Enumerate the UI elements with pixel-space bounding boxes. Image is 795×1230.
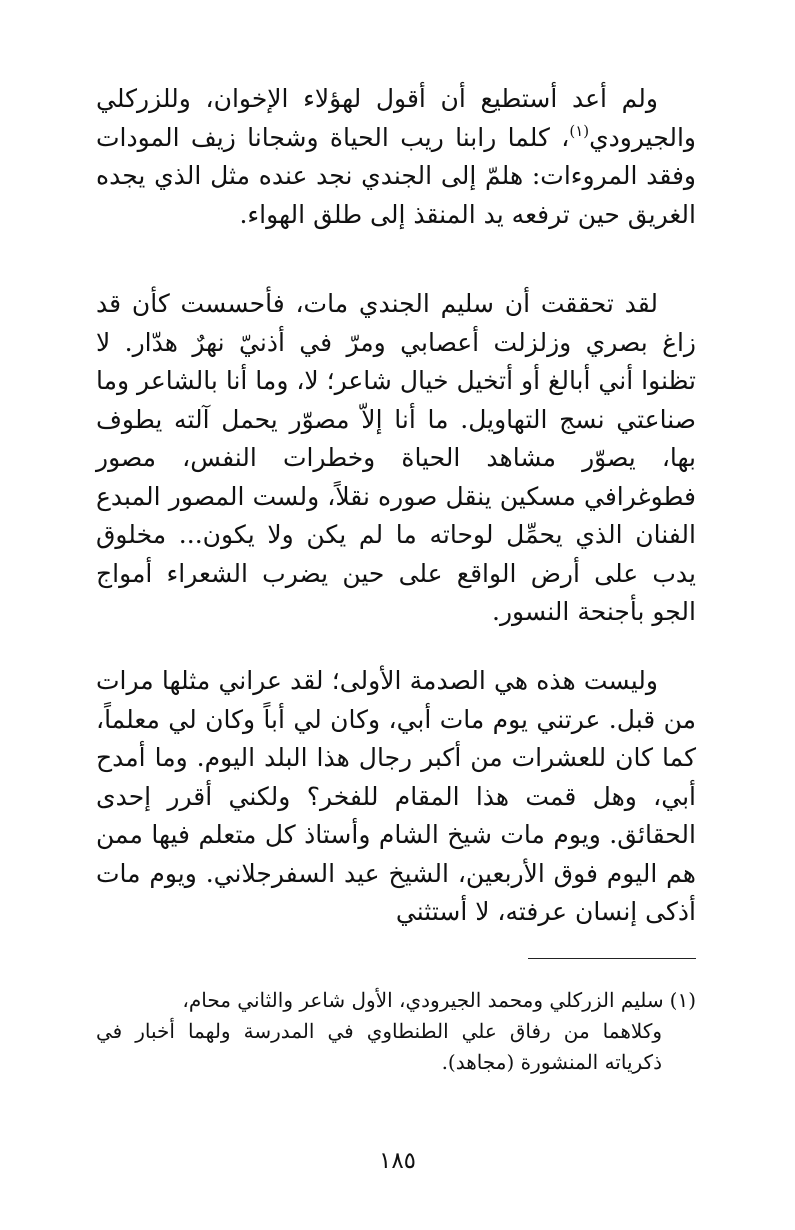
footnote-number: (١) <box>669 988 696 1012</box>
page-number: ١٨٥ <box>378 1148 417 1174</box>
paragraph-2-text: لقد تحققت أن سليم الجندي مات، فأحسست كأن قد زاغ بصري وزلزلت أعصابي ومرّ في أذنيّ نهرٌ هدّار. لا تظنوا أني أبالغ أو أتخيل خيال شاعر؛ لا، وما أنا بالشاعر وما صناعتي نسج التهاويل. ما أنا إلاّ مصوّر يحمل آلته يطوف بها، يصوّر مشاهد الحياة وخطرات النفس، مصور فطوغرافي مسكين ينقل صوره نقلاً، ولست المصور المبدع الفنان الذي يحمِّل لوحاته ما لم يكن ولا يكون... مخلوق يدب على أرض الواقع على حين يضرب الشعراء أمواج الجو بأجنحة النسور. <box>96 289 696 626</box>
footnote-separator-line <box>528 958 696 959</box>
body-paragraph-2 <box>96 285 696 632</box>
footnote-first-line: سليم الزركلي ومحمد الجيرودي، الأول شاعر والثاني محام، <box>182 988 664 1012</box>
body-paragraph-1 <box>96 80 696 234</box>
body-paragraph-3 <box>96 662 696 932</box>
footnote <box>96 985 696 1078</box>
paragraph-1-text-start: ولم أعد أستطيع أن أقول لهؤلاء الإخوان، وللزركلي والجيرودي <box>96 84 696 152</box>
paragraph-3-text: وليست هذه هي الصدمة الأولى؛ لقد عراني مثلها مرات من قبل. عرتني يوم مات أبي، وكان لي أباً وكان لي معلماً، كما كان للعشرات من أكبر رجال هذا البلد اليوم. وما أمدح أبي، وهل قمت هذا المقام للفخر؟ ولكني أقرر إحدى الحقائق. ويوم مات شيخ الشام وأستاذ كل متعلم فيها ممن هم اليوم فوق الأربعين، الشيخ عيد السفرجلاني. ويوم مات أذكى إنسان عرفته، لا أستثني <box>96 666 696 926</box>
footnote-continuation: وكلاهما من رفاق علي الطنطاوي في المدرسة ولهما أخبار في ذكرياته المنشورة (مجاهد). <box>96 1019 662 1074</box>
footnote-reference-marker: (١) <box>569 121 590 140</box>
paragraph-1-text-end: ، كلما رابنا ريب الحياة وشجانا زيف المودات وفقد المروءات: هلمّ إلى الجندي نجد عنده مثل الذي يجده الغريق حين ترفعه يد المنقذ إلى طلق الهواء. <box>96 122 696 229</box>
